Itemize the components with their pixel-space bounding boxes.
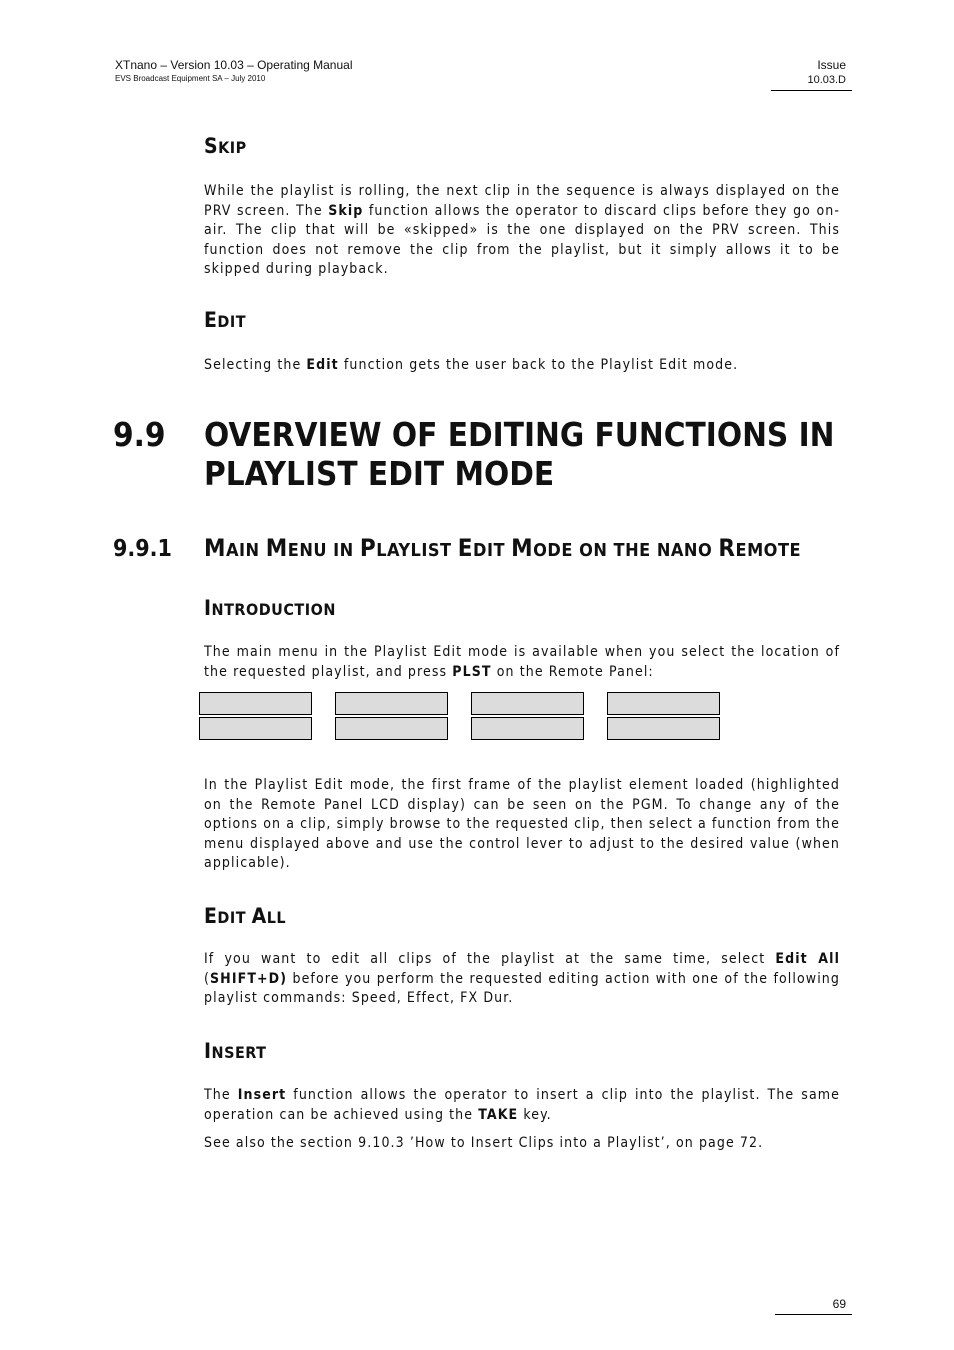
issue-value: 10.03.D [807, 74, 846, 86]
document-title: XTnano – Version 10.03 – Operating Manual [115, 58, 353, 72]
introduction-paragraph-2: In the Playlist Edit mode, the first frame of the playlist element loaded (highlighted on the Remote Panel LCD display) can be seen on the PGM. To change any of the options on a clip, simply browse to the requested clip, then select a function from the menu displayed above and use the control lever to adjust to the desired value (when applicable). [204, 777, 840, 871]
introduction-paragraph-1: The main menu in the Playlist Edit mode is available when you select the location of the requested playlist, and press PLST on the Remote Panel: [204, 644, 840, 680]
company-line: EVS Broadcast Equipment SA – July 2010 [115, 74, 266, 83]
edit-all-heading: EDIT ALL [204, 904, 287, 928]
menu-cell [471, 717, 584, 740]
menu-cell [607, 717, 720, 740]
menu-cell [335, 692, 448, 715]
edit-all-paragraph: If you want to edit all clips of the playlist at the same time, select Edit All (SHIFT+D) before you perform the requested editing action with one of the following playlist commands: Speed, Effect, FX Dur. [204, 951, 840, 1006]
footer-rule [775, 1314, 852, 1315]
insert-heading: INSERT [204, 1039, 267, 1063]
introduction-heading: INTRODUCTION [204, 596, 336, 620]
insert-paragraph-1: The Insert function allows the operator to insert a clip into the playlist. The same operation can be achieved using the TAKE key. [204, 1087, 840, 1123]
subsection-title: MAIN MENU IN PLAYLIST EDIT MODE ON THE NANO REMOTE [204, 534, 802, 562]
issue-label: Issue [817, 58, 846, 72]
menu-cell [199, 717, 312, 740]
header-rule [771, 90, 852, 91]
menu-cell [607, 692, 720, 715]
edit-heading: EDIT [204, 308, 247, 332]
edit-paragraph: Selecting the Edit function gets the user back to the Playlist Edit mode. [204, 357, 739, 373]
section-title: OVERVIEW OF EDITING FUNCTIONS IN PLAYLIST EDIT MODE [204, 415, 835, 493]
menu-cell [335, 717, 448, 740]
menu-cell [199, 692, 312, 715]
section-number: 9.9 [113, 415, 166, 454]
subsection-number: 9.9.1 [113, 536, 172, 562]
page-number: 69 [832, 1297, 846, 1311]
menu-cell [471, 692, 584, 715]
skip-paragraph: While the playlist is rolling, the next clip in the sequence is always displayed on the PRV screen. The Skip function allows the operator to discard clips before they go on-air. The clip that will be «skipped» is the one displayed on the PRV screen. This function does not remove the clip from the playlist, but it simply allows it to be skipped during playback. [204, 183, 841, 277]
skip-heading: SKIP [204, 134, 247, 158]
insert-paragraph-2: See also the section 9.10.3 ’How to Insert Clips into a Playlist’, on page 72. [204, 1135, 764, 1151]
